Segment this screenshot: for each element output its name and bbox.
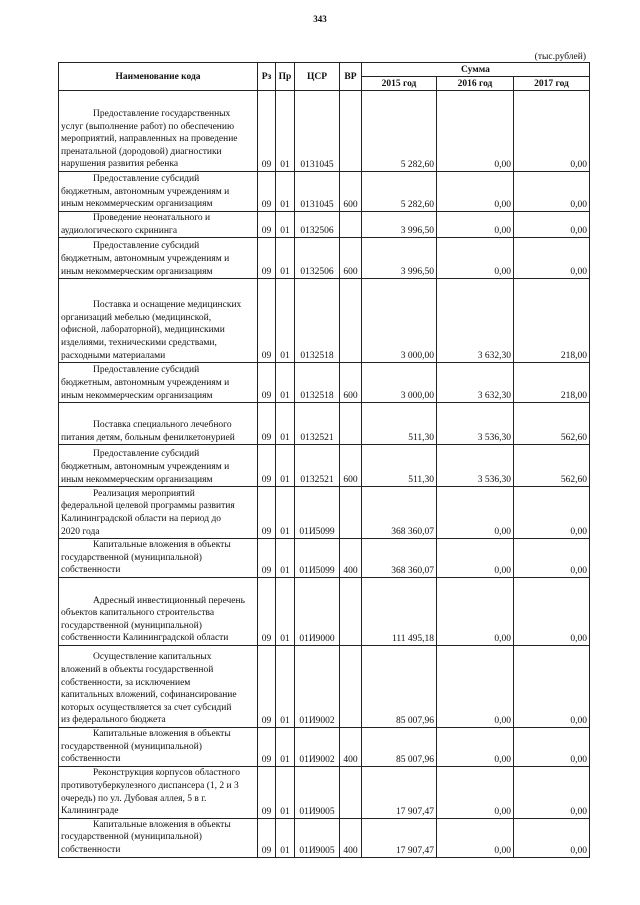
row-csr: 0132506 [295,212,340,238]
row-pr: 01 [276,91,295,172]
row-name-line: капитальных вложений, софинансирование [61,690,237,701]
row-name-line: пренатальной (дородовой) диагностики [61,146,222,157]
row-name-line: вложений в объекты государственной [61,665,214,675]
header-2016: 2016 год [437,77,514,91]
row-name-line: Адресный инвестиционный перечень [93,595,245,606]
row-name [59,577,258,645]
page-number: 343 [313,14,327,24]
row-pr: 01 [276,363,295,403]
row-name [59,212,258,238]
row-name-line: 2020 года [61,526,100,537]
row-pr: 01 [276,238,295,279]
row-sum-2016: 0,00 [437,172,514,212]
row-name-line: государственной (муниципальной) [61,552,202,563]
row-sum-2015: 5 282,60 [362,91,437,172]
row-name-line: федеральной целевой программы развития [61,501,235,512]
row-sum-2016: 0,00 [437,818,514,857]
row-pr: 01 [276,577,295,645]
header-2015: 2015 год [362,77,437,91]
table-row [59,539,590,578]
row-name-line: офисной, лабораторной), медицинскими [61,325,225,336]
row-rz: 09 [258,445,276,487]
row-name-line: Реконструкция корпусов областного [93,768,240,779]
row-pr: 01 [276,172,295,212]
row-sum-2015: 5 282,60 [362,172,437,212]
row-name-line: объектов капитального строительства [61,608,215,619]
row-sum-2017: 0,00 [514,487,590,539]
row-name [59,727,258,766]
table-row [59,212,590,238]
row-name-line: бюджетным, автономным учреждениям и [61,254,230,264]
row-name-line: государственной (муниципальной) [61,741,202,752]
row-csr: 0132518 [295,363,340,403]
row-name-line: которых осуществляется за счет субсидий [61,702,232,713]
row-vr [340,645,362,727]
row-sum-2017: 562,60 [514,445,590,487]
row-name-line: Реализация мероприятий [93,488,195,499]
row-sum-2017: 0,00 [514,645,590,727]
row-sum-2016: 0,00 [437,212,514,238]
row-vr [340,279,362,363]
row-name-line: иным некоммерческим организациям [61,266,213,277]
header-pr: Пр [276,63,295,91]
row-pr: 01 [276,539,295,578]
row-name-line: из федерального бюджета [61,715,166,726]
row-sum-2017: 218,00 [514,279,590,363]
row-csr: 01И9002 [295,645,340,727]
row-csr: 01И9002 [295,727,340,766]
table-row [59,577,590,645]
row-name-line: Капитальные вложения в объекты [93,728,231,739]
row-vr [340,577,362,645]
row-rz: 09 [258,539,276,578]
row-sum-2015: 3 996,50 [362,238,437,279]
row-sum-2016: 0,00 [437,487,514,539]
row-name-line: Предоставление субсидий [93,174,200,185]
row-name-line: собственности, за исключением [61,677,191,688]
row-sum-2016: 0,00 [437,577,514,645]
row-rz: 09 [258,487,276,539]
table-row [59,818,590,857]
row-sum-2015: 17 907,47 [362,766,437,818]
row-sum-2017: 0,00 [514,539,590,578]
row-vr: 600 [340,238,362,279]
row-rz: 09 [258,91,276,172]
row-csr: 0132506 [295,238,340,279]
row-name [59,172,258,212]
table-row [59,487,590,539]
row-csr: 01И9000 [295,577,340,645]
row-name-line: услуг (выполнение работ) по обеспечению [61,121,235,132]
row-sum-2016: 0,00 [437,645,514,727]
table-row [59,766,590,818]
row-name-line: организаций мебелью (медицинской, [61,312,212,323]
table-row [59,403,590,445]
row-sum-2017: 562,60 [514,403,590,445]
row-pr: 01 [276,279,295,363]
row-name [59,238,258,279]
row-sum-2017: 218,00 [514,363,590,403]
row-pr: 01 [276,645,295,727]
row-vr [340,766,362,818]
header-2017: 2017 год [514,77,590,91]
row-name [59,91,258,172]
row-sum-2016: 3 536,30 [437,445,514,487]
table-row [59,172,590,212]
row-name-line: бюджетным, автономным учреждениям и [61,186,230,197]
row-csr: 0131045 [295,91,340,172]
row-sum-2016: 0,00 [437,766,514,818]
row-csr: 01И9005 [295,766,340,818]
row-name-line: Предоставление субсидий [93,365,200,376]
row-sum-2015: 85 007,96 [362,727,437,766]
row-rz: 09 [258,645,276,727]
row-csr: 01И9005 [295,818,340,857]
row-name-line: Капитальные вложения в объекты [93,540,231,551]
table-row [59,363,590,403]
row-name-line: аудиологического скрининга [61,225,178,236]
row-name [59,539,258,578]
row-name-line: бюджетным, автономным учреждениям и [61,462,230,472]
row-sum-2015: 3 000,00 [362,363,437,403]
row-pr: 01 [276,445,295,487]
row-name-line: государственной (муниципальной) [61,832,202,843]
row-vr: 600 [340,363,362,403]
row-name-line: иным некоммерческим организациям [61,474,213,485]
row-csr: 0132521 [295,445,340,487]
row-name [59,445,258,487]
row-name [59,279,258,363]
row-name-line: Предоставление государственных [93,109,231,120]
row-name-line: очередь) по ул. Дубовая аллея, 5 в г. [61,793,207,804]
row-csr: 0132518 [295,279,340,363]
row-pr: 01 [276,727,295,766]
row-name-line: изделиями, техническими средствами, [61,338,217,348]
row-name-line: бюджетным, автономным учреждениям и [61,378,230,388]
row-name-line: Капитальные вложения в объекты [93,819,231,830]
table-row [59,238,590,279]
row-name [59,487,258,539]
row-sum-2017: 0,00 [514,238,590,279]
row-sum-2017: 0,00 [514,172,590,212]
row-csr: 01И5099 [295,487,340,539]
row-vr [340,212,362,238]
row-rz: 09 [258,727,276,766]
table-body [59,91,590,858]
row-rz: 09 [258,363,276,403]
row-sum-2017: 0,00 [514,818,590,857]
table-row [59,91,590,172]
row-name-line: Предоставление субсидий [93,241,200,252]
row-sum-2016: 0,00 [437,539,514,578]
row-sum-2016: 3 632,30 [437,279,514,363]
row-sum-2015: 368 360,07 [362,539,437,578]
row-sum-2017: 0,00 [514,766,590,818]
row-sum-2016: 0,00 [437,238,514,279]
row-name-line: государственной (муниципальной) [61,620,202,631]
row-vr: 400 [340,727,362,766]
row-name-line: противотуберкулезного диспансера (1, 2 и 3 [61,780,239,791]
row-pr: 01 [276,818,295,857]
row-sum-2015: 511,30 [362,403,437,445]
row-vr: 600 [340,445,362,487]
row-name [59,403,258,445]
row-rz: 09 [258,766,276,818]
table-row [59,645,590,727]
table-row [59,727,590,766]
table-row [59,279,590,363]
header-vr: ВР [340,63,362,91]
header-name: Наименование кода [59,63,258,91]
row-sum-2017: 0,00 [514,577,590,645]
row-name-line: собственности [61,844,121,855]
row-name-line: расходными материалами [61,350,166,361]
row-rz: 09 [258,238,276,279]
row-name-line: Поставка и оснащение медицинских [93,300,242,311]
row-sum-2016: 3 632,30 [437,363,514,403]
row-csr: 0132521 [295,403,340,445]
row-vr [340,403,362,445]
units-label: (тыс.рублей) [534,52,586,62]
row-sum-2017: 0,00 [514,727,590,766]
row-name [59,363,258,403]
row-pr: 01 [276,766,295,818]
row-name-line: Проведение неонатального и [93,213,211,223]
row-name-line: Предоставление субсидий [93,449,200,460]
row-name-line: мероприятий, направленных на проведение [61,134,238,145]
row-rz: 09 [258,212,276,238]
row-sum-2017: 0,00 [514,212,590,238]
row-name [59,645,258,727]
row-name-line: питания детям, больным фенилкетонурией [61,432,235,443]
row-name-line: собственности [61,754,121,765]
header-sum: Сумма [362,63,590,77]
header-csr: ЦСР [295,63,340,91]
row-name [59,766,258,818]
row-vr: 600 [340,172,362,212]
row-rz: 09 [258,577,276,645]
row-name-line: иным некоммерческим организациям [61,390,213,401]
row-rz: 09 [258,279,276,363]
row-name-line: Калининграде [61,806,119,817]
row-csr: 01И5099 [295,539,340,578]
header-rz: Рз [258,63,276,91]
table-row [59,445,590,487]
row-name-line: Поставка специального лечебного [93,420,232,430]
row-name [59,818,258,857]
row-rz: 09 [258,403,276,445]
row-pr: 01 [276,403,295,445]
row-vr: 400 [340,539,362,578]
row-sum-2015: 111 495,18 [362,577,437,645]
row-sum-2016: 0,00 [437,727,514,766]
row-name-line: собственности Калининградской области [61,633,229,644]
row-vr: 400 [340,818,362,857]
row-name-line: Осуществление капитальных [93,652,212,663]
row-sum-2015: 85 007,96 [362,645,437,727]
row-name-line: Калининградской области на период до [61,514,222,524]
row-pr: 01 [276,212,295,238]
row-sum-2015: 511,30 [362,445,437,487]
row-sum-2015: 17 907,47 [362,818,437,857]
row-sum-2015: 3 996,50 [362,212,437,238]
row-csr: 0131045 [295,172,340,212]
row-rz: 09 [258,818,276,857]
row-name-line: собственности [61,565,121,576]
row-rz: 09 [258,172,276,212]
row-vr [340,487,362,539]
row-name-line: нарушения развития ребенка [61,159,179,170]
row-sum-2016: 0,00 [437,91,514,172]
row-sum-2017: 0,00 [514,91,590,172]
row-sum-2015: 368 360,07 [362,487,437,539]
table-header [59,63,590,91]
row-sum-2015: 3 000,00 [362,279,437,363]
budget-table [58,62,590,858]
row-vr [340,91,362,172]
row-pr: 01 [276,487,295,539]
row-name-line: иным некоммерческим организациям [61,199,213,210]
row-sum-2016: 3 536,30 [437,403,514,445]
